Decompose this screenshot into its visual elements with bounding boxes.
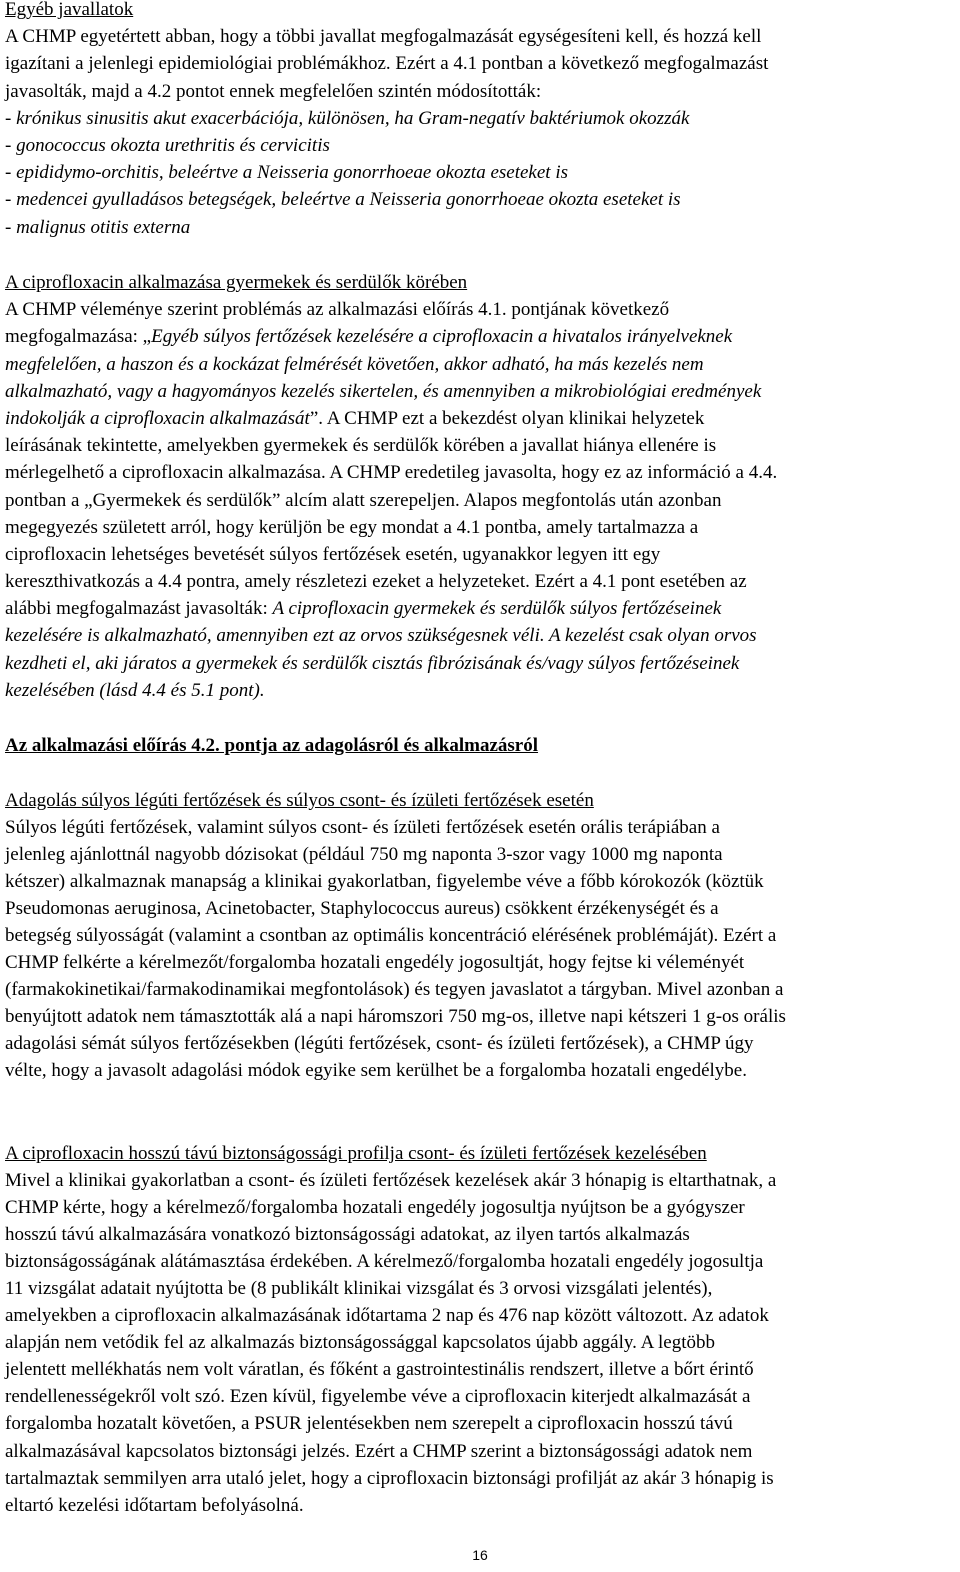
paragraph-line: jelenleg ajánlottnál nagyobb dózisokat (például 750 mg naponta 3-szor vagy 1000 mg naponta bbox=[5, 844, 723, 866]
paragraph-line: pontban a „Gyermekek és serdülők” alcím alatt szerepeljen. Alapos megfontolás után azonban bbox=[5, 489, 722, 511]
paragraph-line: igazítani a jelenlegi epidemiológiai problémákhoz. Ezért a 4.1 pontban a következő megfogalmazást bbox=[5, 53, 769, 75]
paragraph-line: (farmakokinetikai/farmakodinamikai megfontolások) és tegyen javaslatot a tárgyban. Mivel azonban a bbox=[5, 979, 784, 1001]
section-pediatric-use bbox=[5, 269, 955, 704]
list-item: - medencei gyulladásos betegségek, beleértve a Neisseria gonorrhoeae okozta eseteket is bbox=[5, 189, 681, 211]
paragraph-line: biztonságosságának alátámasztása érdekében. A kérelmező/forgalomba hozatali engedély jogosultja bbox=[5, 1251, 764, 1273]
paragraph-line: betegség súlyosságát (valamint a csontban az optimális koncentráció elérésének problémáját). Ezért a bbox=[5, 925, 777, 947]
paragraph-line: kezelésében (lásd 4.4 és 5.1 pont). bbox=[5, 679, 265, 701]
paragraph-line: eltartó kezelési időtartam befolyásolná. bbox=[5, 1494, 304, 1516]
section-heading: Egyéb javallatok bbox=[5, 0, 134, 20]
paragraph-line: indokolják a ciprofloxacin alkalmazását”. A CHMP ezt a bekezdést olyan klinikai helyzetek bbox=[5, 407, 705, 429]
paragraph-line: CHMP kérte, hogy a kérelmező/forgalomba hozatali engedély jogosultja nyújtson be a gyógyszer bbox=[5, 1197, 745, 1219]
paragraph-line: Súlyos légúti fertőzések, valamint súlyos csont- és ízületi fertőzések esetén orális terápiában a bbox=[5, 817, 720, 839]
paragraph-line: leírásának tekintette, amelyekben gyermekek és serdülők körében a javallat hiánya ellenére is bbox=[5, 435, 717, 457]
paragraph-line: adagolási sémát súlyos fertőzésekben (légúti fertőzések, csont- és ízületi fertőzések), a CHMP úgy bbox=[5, 1033, 754, 1055]
paragraph-line: ciprofloxacin lehetséges bevetését súlyos fertőzések esetén, ugyanakkor legyen itt egy bbox=[5, 543, 661, 565]
list-item: - malignus otitis externa bbox=[5, 216, 191, 238]
section-heading: Adagolás súlyos légúti fertőzések és súlyos csont- és ízületi fertőzések esetén bbox=[5, 790, 594, 811]
paragraph-line: alkalmazásával kapcsolatos biztonsági jelzés. Ezért a CHMP szerint a biztonságossági adatok nem bbox=[5, 1440, 753, 1462]
paragraph-line: Pseudomonas aeruginosa, Acinetobacter, Staphylococcus aureus) csökkent érzékenységét és a bbox=[5, 898, 719, 920]
paragraph-line: A CHMP egyetértett abban, hogy a többi javallat megfogalmazását egységesíteni kell, és hozzá kell bbox=[5, 26, 762, 48]
list-item: - gonococcus okozta urethritis és cervicitis bbox=[5, 134, 330, 156]
paragraph-line: A CHMP véleménye szerint problémás az alkalmazási előírás 4.1. pontjának következő bbox=[5, 299, 670, 321]
paragraph-line: mérlegelhető a ciprofloxacin alkalmazása. A CHMP eredetileg javasolta, hogy ez az információ a 4.4. bbox=[5, 462, 778, 484]
paragraph-line: benyújtott adatok nem támasztották alá a napi háromszori 750 mg-os, illetve napi kétszeri 1 g-os orális bbox=[5, 1006, 786, 1028]
section-dosage-heading bbox=[5, 732, 955, 759]
paragraph-line: alapján nem vetődik fel az alkalmazás biztonságossággal kapcsolatos újabb aggály. A legtöbb bbox=[5, 1332, 715, 1354]
paragraph-line: forgalomba hozatalt követően, a PSUR jelentésekben nem szerepelt a ciprofloxacin hosszú távú bbox=[5, 1413, 733, 1435]
section-severe-infections-dosing bbox=[5, 787, 955, 1085]
paragraph-line: javasolták, majd a 4.2 pontot ennek megfelelően szintén módosították: bbox=[5, 80, 542, 102]
paragraph-line: hosszú távú alkalmazására vonatkozó biztonságossági adatokat, az ilyen tartós alkalmazás bbox=[5, 1224, 690, 1246]
paragraph-line: megfelelően, a haszon és a kockázat felmérését követően, akkor adható, ha más kezelés nem bbox=[5, 353, 704, 375]
paragraph-line: rendellenességekről volt szó. Ezen kívül, figyelembe véve a ciprofloxacin kiterjedt alkalmazását a bbox=[5, 1386, 751, 1408]
paragraph-line: vélte, hogy a javasolt adagolási módok egyike sem kerülhet be a forgalomba hozatali engedélybe. bbox=[5, 1060, 747, 1082]
list-item: - epididymo-orchitis, beleértve a Neisseria gonorrhoeae okozta eseteket is bbox=[5, 162, 569, 184]
paragraph-line: megfogalmazása: „Egyéb súlyos fertőzések kezelésére a ciprofloxacin a hivatalos irányelveknek bbox=[5, 326, 733, 348]
section-heading: A ciprofloxacin hosszú távú biztonságossági profilja csont- és ízületi fertőzések kezelésében bbox=[5, 1143, 707, 1164]
section-heading: A ciprofloxacin alkalmazása gyermekek és serdülők körében bbox=[5, 272, 468, 293]
paragraph-line: 11 vizsgálat adatait nyújtotta be (8 publikált klinikai vizsgálat és 3 orvosi vizsgálati jelentés), bbox=[5, 1278, 713, 1300]
list-item: - krónikus sinusitis akut exacerbációja, különösen, ha Gram-negatív baktériumok okozzák bbox=[5, 107, 690, 129]
paragraph-line: tartalmaztak semmilyen arra utaló jelet, hogy a ciprofloxacin biztonsági profilját az akár 3 hónapig is bbox=[5, 1467, 774, 1489]
section-other-indications bbox=[5, 0, 955, 241]
page-number: 16 bbox=[472, 1547, 488, 1563]
paragraph-line: megegyezés született arról, hogy kerüljön be egy mondat a 4.1 pontba, amely tartalmazza a bbox=[5, 516, 699, 538]
paragraph-line: kereszthivatkozás a 4.4 pontra, amely részletezi ezeket a helyzeteket. Ezért a 4.1 pont esetében az bbox=[5, 571, 747, 593]
paragraph-line: jelentett mellékhatás nem volt váratlan, és főként a gastrointestinális rendszert, illetve a bőrt érintő bbox=[5, 1359, 754, 1381]
paragraph-line: Mivel a klinikai gyakorlatban a csont- és ízületi fertőzések kezelések akár 3 hónapig is eltarthatnak, a bbox=[5, 1170, 777, 1192]
paragraph-line: alábbi megfogalmazást javasolták: A ciprofloxacin gyermekek és serdülők súlyos fertőzéseinek bbox=[5, 598, 722, 620]
paragraph-line: kétszer) alkalmaznak manapság a klinikai gyakorlatban, figyelembe véve a főbb kórokozók (köztük bbox=[5, 871, 764, 893]
paragraph-line: amelyekben a ciprofloxacin alkalmazásának időtartama 2 nap és 476 nap között változott. Az adatok bbox=[5, 1305, 769, 1327]
section-heading: Az alkalmazási előírás 4.2. pontja az adagolásról és alkalmazásról bbox=[5, 735, 539, 756]
paragraph-line: kezelésére is alkalmazható, amennyiben ezt az orvos szükségesnek véli. A kezelést csak olyan orvos bbox=[5, 625, 757, 647]
section-long-term-safety bbox=[5, 1140, 955, 1519]
paragraph-line: alkalmazható, vagy a hagyományos kezelés sikertelen, és amennyiben a mikrobiológiai eredmények bbox=[5, 380, 762, 402]
paragraph-line: kezdheti el, aki járatos a gyermekek és serdülők cisztás fibrózisának és/vagy súlyos fertőzéseinek bbox=[5, 652, 740, 674]
paragraph-line: CHMP felkérte a kérelmezőt/forgalomba hozatali engedély jogosultját, hogy fejtse ki véleményét bbox=[5, 952, 745, 974]
